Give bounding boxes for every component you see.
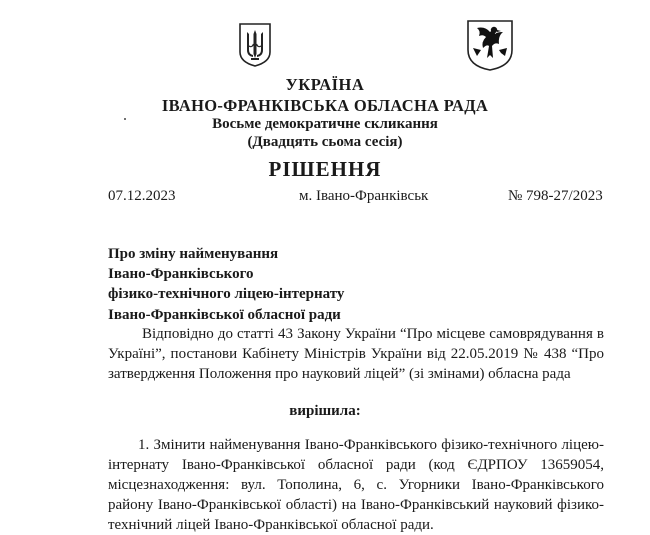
country-heading: УКРАЇНА xyxy=(285,75,365,94)
session-heading: (Двадцять сьома сесія) xyxy=(247,134,403,150)
point-1-paragraph: 1. Змінити найменування Івано-Франківського фізико-технічного ліцею-інтернату Івано-Франківської обласної ради (код ЄДРПОУ 13659054, місцезнаходження: вул. Тополина, 6, с. Угорники Івано-Франківського району Івано-Франківської області) на Івано-Франківський науковий фізико-технічний ліцей Івано-Франківської обласної ради. xyxy=(108,437,604,533)
ivano-frankivsk-coat-of-arms-icon xyxy=(465,18,515,72)
scan-speck xyxy=(124,118,126,120)
decided-heading: вирішила: xyxy=(289,403,361,419)
decision-subject xyxy=(108,244,344,325)
preamble-paragraph: Відповідно до статті 43 Закону України “Про місцеве самоврядування в Україні”, постанови Кабінету Міністрів України від 22.05.2019 № 438 “Про затвердження Положення про науковий ліцей” (зі змінами) обласна рада xyxy=(108,326,604,382)
council-heading: ІВАНО-ФРАНКІВСЬКА ОБЛАСНА РАДА xyxy=(161,96,489,115)
decision-date: 07.12.2023 xyxy=(108,188,176,204)
subject-line: фізико-технічного ліцею-інтернату xyxy=(108,286,345,303)
document-title: РІШЕННЯ xyxy=(268,157,382,181)
tryzub-icon xyxy=(238,22,272,68)
convocation-heading: Восьме демократичне скликання xyxy=(212,116,438,132)
decision-city: м. Івано-Франківськ xyxy=(299,188,429,204)
subject-line: Про зміну найменування xyxy=(108,246,279,262)
decision-number: № 798-27/2023 xyxy=(508,188,603,204)
subject-line: Івано-Франківської обласної ради xyxy=(108,306,341,323)
subject-line: Івано-Франківського xyxy=(108,266,254,283)
